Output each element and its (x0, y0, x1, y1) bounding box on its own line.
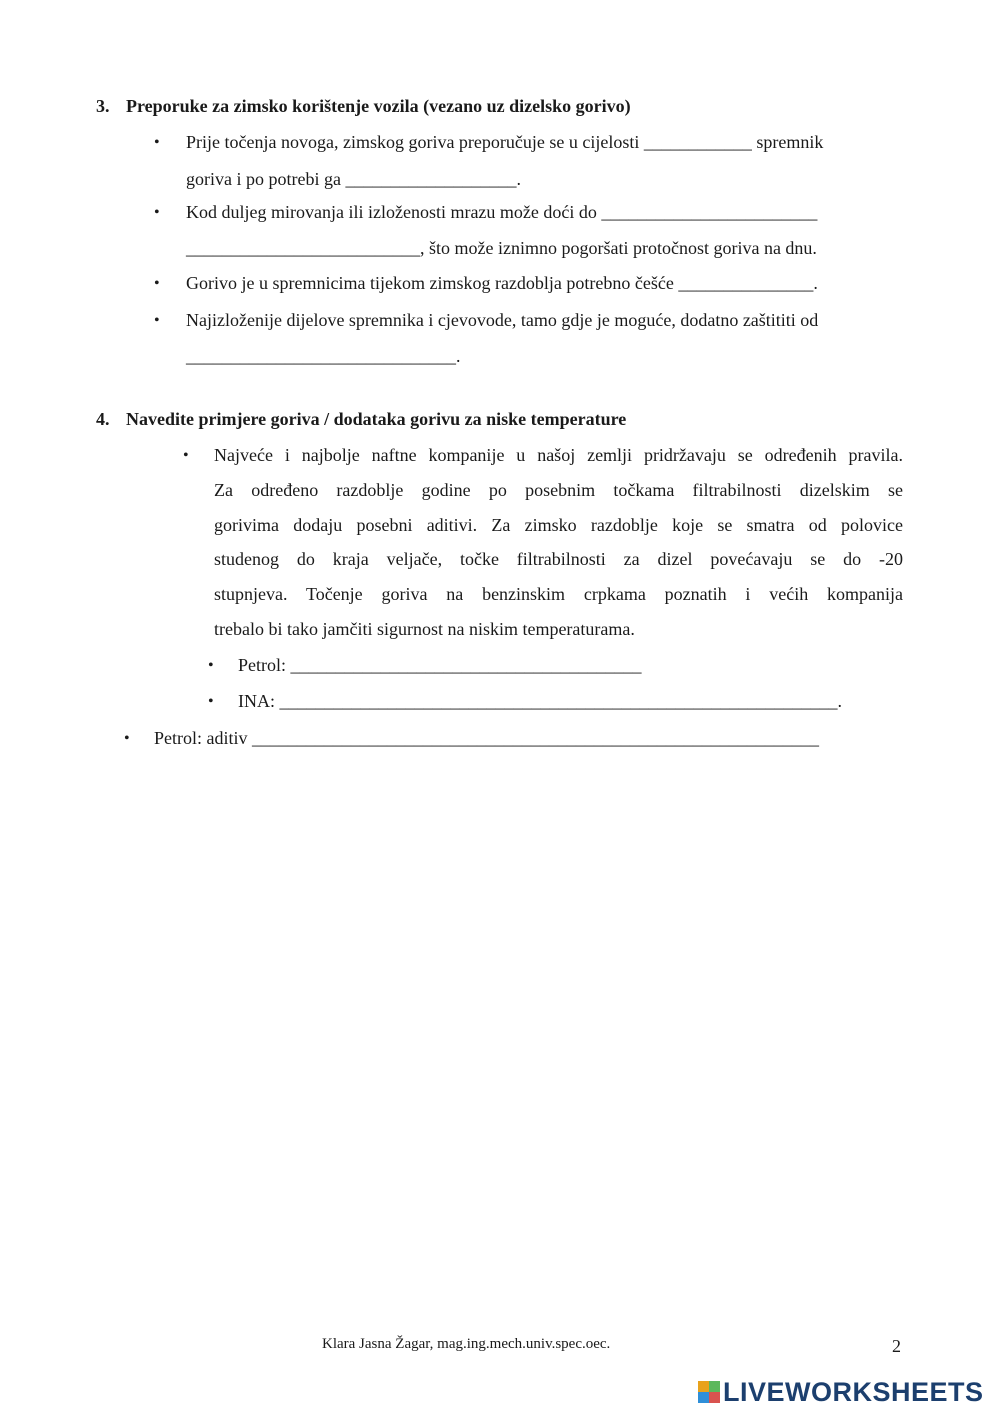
bullet-icon: • (208, 693, 214, 710)
bullet-icon: • (154, 312, 160, 329)
bullet-icon: • (208, 657, 214, 674)
s4-para-line1: Najveće i najbolje naftne kompanije u našoj zemlji pridržavaju se određenih pravila. (214, 445, 903, 465)
s4-para-line4: studenog do kraja veljače, točke filtrabilnosti za dizel povećavaju se do -20 (214, 549, 903, 569)
logo-letter-tile (709, 1392, 720, 1403)
s4-para-line3: gorivima dodaju posebni aditivi. Za zimsko razdoblje koje se smatra od polovice (214, 515, 903, 535)
liveworksheets-logo-icon (698, 1381, 720, 1403)
s4-sub-petrol: Petrol: _______________________________________ (238, 655, 642, 675)
section-3-title: Preporuke za zimsko korištenje vozila (vezano uz dizelsko gorivo) (126, 96, 631, 116)
s3-bullet1-line2: goriva i po potrebi ga ___________________. (186, 169, 521, 189)
s3-bullet4-line2: ______________________________. (186, 346, 461, 366)
section-4-title: Navedite primjere goriva / dodataka gorivu za niske temperature (126, 409, 627, 429)
bullet-icon: • (154, 275, 160, 292)
section-3-heading (96, 96, 631, 117)
s4-para-line6: trebalo bi tako jamčiti sigurnost na niskim temperaturama. (214, 619, 635, 639)
s4-para-line2: Za određeno razdoblje godine po posebnim točkama filtrabilnosti dizelskim se (214, 480, 903, 500)
s3-bullet1-line1: Prije točenja novoga, zimskog goriva preporučuje se u cijelosti ____________ spremnik (186, 132, 824, 152)
bullet-icon: • (183, 447, 189, 464)
bullet-icon: • (154, 134, 160, 151)
section-4-heading (96, 409, 626, 430)
s3-bullet4-line1: Najizloženije dijelove spremnika i cjevovode, tamo gdje je moguće, dodatno zaštititi od (186, 310, 819, 330)
footer-author: Klara Jasna Žagar, mag.ing.mech.univ.spec.oec. (322, 1336, 611, 1352)
bullet-icon: • (124, 730, 130, 747)
section-3-number: 3. (96, 96, 110, 116)
s3-bullet2-line1: Kod duljeg mirovanja ili izloženosti mrazu može doći do ________________________ (186, 202, 818, 222)
logo-letter-tile (709, 1381, 720, 1392)
logo-letter-tile (698, 1381, 709, 1392)
page-number: 2 (892, 1336, 901, 1356)
section-4-number: 4. (96, 409, 110, 429)
logo-letter-tile (698, 1392, 709, 1403)
s4-para-line5: stupnjeva. Točenje goriva na benzinskim crpkama poznatih i većih kompanija (214, 584, 903, 604)
liveworksheets-brand: LIVEWORKSHEETS (723, 1377, 984, 1407)
s4-sub-ina: INA: ______________________________________________________________. (238, 691, 842, 711)
s4-outer-petrol-aditiv: Petrol: aditiv _______________________________________________________________ (154, 728, 819, 748)
s3-bullet3-line1: Gorivo je u spremnicima tijekom zimskog razdoblja potrebno češće _______________. (186, 273, 818, 293)
bullet-icon: • (154, 204, 160, 221)
s3-bullet2-line2: __________________________, što može iznimno pogoršati protočnost goriva na dnu. (186, 238, 817, 258)
